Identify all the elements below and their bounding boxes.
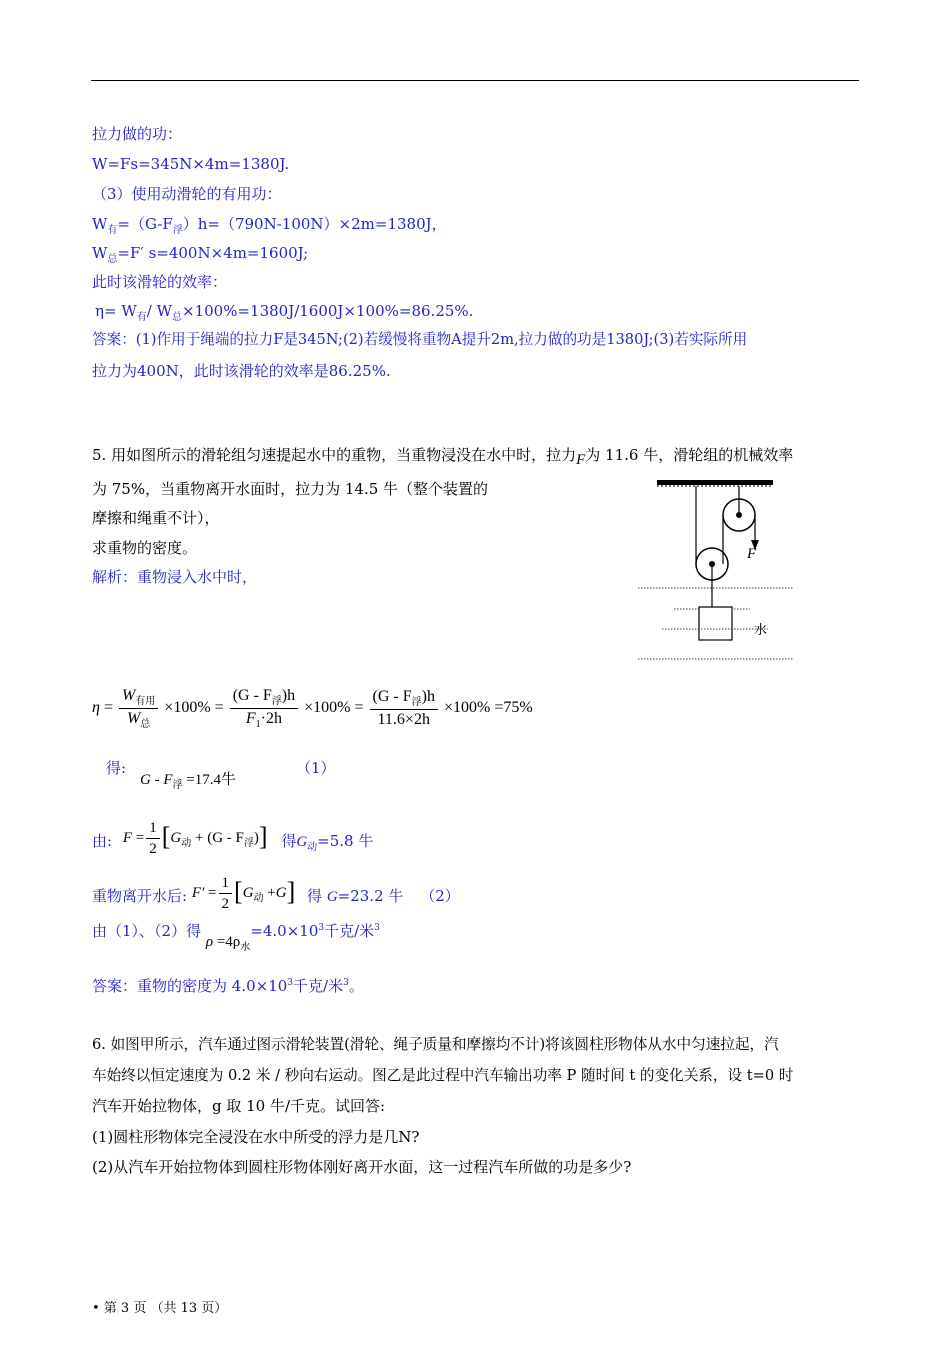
- force-label: F: [747, 546, 757, 562]
- pulley-diagram: [630, 476, 800, 666]
- solution-intro: 解析：重物浸入水中时，: [92, 568, 258, 586]
- page-footer: • 第 3 页 （共 13 页）: [92, 1301, 228, 1316]
- problem-5-stem: 5. 用如图所示的滑轮组匀速提起水中的重物，当重物浸没在水中时，拉力F为 11.6 牛，滑轮组的机械效率: [92, 446, 794, 468]
- ceiling-beam: [657, 480, 773, 485]
- text-line: $W_总=F'$ s=400N×4m=1600J;: [92, 244, 309, 265]
- text-line: 拉力做的功：: [92, 125, 183, 143]
- answer-line: 拉力为400N，此时该滑轮的效率是86.25%.: [92, 362, 391, 380]
- submerged-weight: [699, 607, 732, 640]
- equation-line: 由: F = $\frac{1}{2}$ $[G_动 + (G - F_浮)]$ 得$G_动=5.8$ 牛: [92, 820, 374, 857]
- text-line: 此时该滑轮的效率：: [92, 273, 228, 291]
- result-label: 得:: [106, 759, 127, 777]
- problem-6-question: (2)从汽车开始拉物体到圆柱形物体刚好离开水面，这一过程汽车所做的功是多少?: [92, 1158, 632, 1176]
- text-line: W=Fs=345N×4m=1380J.: [92, 155, 290, 173]
- problem-5-question: 求重物的密度。: [92, 539, 198, 557]
- water-label: 水: [754, 623, 768, 638]
- equation-1: $G - F_浮 =17.4$牛: [140, 772, 236, 791]
- problem-5-stem: 摩擦和绳重不计），: [92, 509, 220, 527]
- problem-6-stem: 汽车开始拉物体，g 取 10 牛/千克。试回答:: [92, 1097, 386, 1115]
- problem-6-stem: 车始终以恒定速度为 0.2 米 / 秒向右运动。图乙是此过程中汽车输出功率 P 随时间 t 的变化关系，设 t=0 时: [92, 1067, 794, 1084]
- answer-line: 答案：重物的密度为 $4.0\times 10^3$千克/米$^3$。: [92, 977, 364, 995]
- efficiency-equation: η = $\frac{W_{有用}}{W_总}$ ×100% = $\frac{(G - F_浮)h}{F_1\cdot 2h}$ ×100% = $\frac{(G - F_浮)h}{11.6\times 2h}$ ×100% =75%: [92, 687, 533, 730]
- text-line: $W_有=(G-F_浮)h=(790N-100N)\times 2m=1380J$，: [92, 215, 447, 236]
- problem-6-question: (1)圆柱形物体完全浸没在水中所受的浮力是几N?: [92, 1128, 420, 1146]
- equation-line: 重物离开水后: F′ = $\frac{1}{2}$ $[G_动 +G]$ 得 G=23.2 牛 （2）: [92, 875, 460, 912]
- problem-5-stem: 为 75%，当重物离开水面时，拉力为 14.5 牛（整个装置的: [92, 480, 489, 498]
- equation-number: （1）: [296, 759, 336, 777]
- problem-6-stem: 6. 如图甲所示，汽车通过图示滑轮装置(滑轮、绳子质量和摩擦均不计)将该圆柱形物体从水中匀速拉起，汽: [92, 1036, 779, 1053]
- header-rule: [91, 80, 859, 81]
- text-line: （3）使用动滑轮的有用功：: [92, 185, 282, 203]
- density-line: 由（1）、（2）得 $\rho =4\rho_水=4.0\times 10^3$千克/米$^3$: [92, 922, 380, 953]
- text-line: $\eta= W_有/$ $W_总\times 100\%=1380J/1600J\times 100\%=86.25\%$.: [95, 302, 474, 323]
- answer-line: 答案：(1)作用于绳端的拉力F是345N;(2)若缓慢将重物A提升2m,拉力做的功是1380J;(3)若实际所用: [92, 331, 748, 348]
